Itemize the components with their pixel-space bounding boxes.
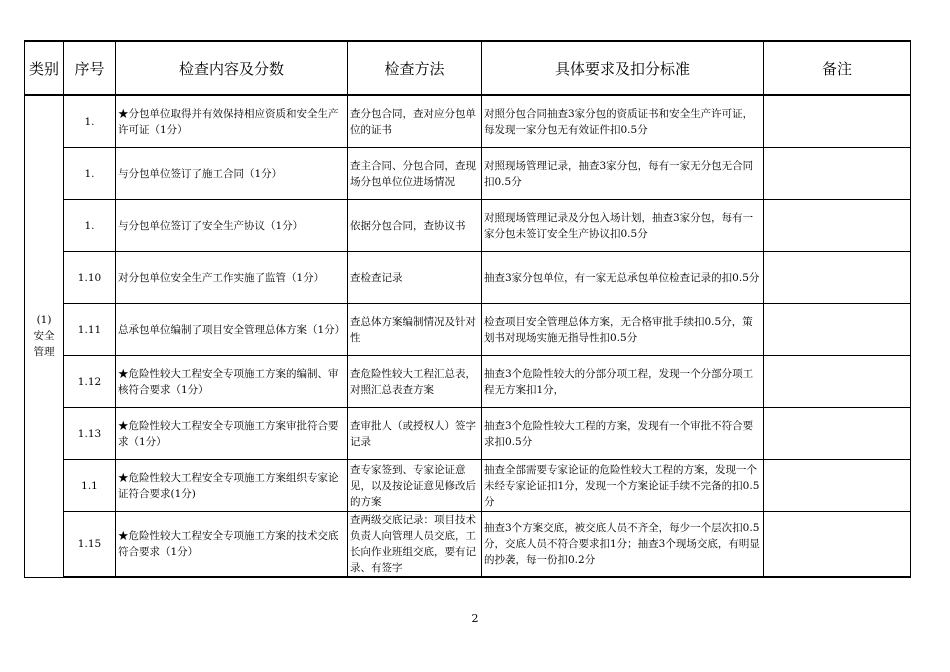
row-standard: 抽查3家分包单位，有一家无总承包单位检查记录的扣0.5分 bbox=[482, 252, 764, 304]
row-standard: 对照现场管理记录及分包入场计划，抽查3家分包，每有一家分包未签订安全生产协议扣0.5分 bbox=[482, 200, 764, 252]
row-seq: 1.15 bbox=[64, 512, 116, 578]
row-remark bbox=[764, 460, 911, 512]
row-remark bbox=[764, 304, 911, 356]
row-remark bbox=[764, 95, 911, 148]
row-content: 与分包单位签订了施工合同（1分） bbox=[116, 148, 348, 200]
table-row bbox=[25, 460, 911, 512]
row-method: 查检查记录 bbox=[348, 252, 482, 304]
row-seq: 1. bbox=[64, 148, 116, 200]
row-content: ★危险性较大工程安全专项施工方案审批符合要求（1分） bbox=[116, 408, 348, 460]
row-content: 总承包单位编制了项目安全管理总体方案（1分） bbox=[116, 304, 348, 356]
table-row bbox=[25, 512, 911, 578]
category-cell bbox=[25, 95, 64, 577]
header-content: 检查内容及分数 bbox=[116, 41, 348, 95]
row-seq: 1.10 bbox=[64, 252, 116, 304]
row-standard: 抽查3个方案交底，被交底人员不齐全，每少一个层次扣0.5分，交底人员不符合要求扣1分；抽查3个现场交底，有明显的抄袭，每一份扣0.2分 bbox=[482, 512, 764, 578]
row-method: 查危险性较大工程汇总表，对照汇总表查方案 bbox=[348, 356, 482, 408]
row-content: 对分包单位安全生产工作实施了监管（1分） bbox=[116, 252, 348, 304]
row-standard: 检查项目安全管理总体方案，无合格审批手续扣0.5分，策划书对现场实施无指导性扣0.5分 bbox=[482, 304, 764, 356]
row-seq: 1.11 bbox=[64, 304, 116, 356]
table-row bbox=[25, 200, 911, 252]
row-method: 查专家签到、专家论证意见，以及按论证意见修改后的方案 bbox=[348, 460, 482, 512]
row-remark bbox=[764, 252, 911, 304]
table-row bbox=[25, 252, 911, 304]
row-standard: 对照分包合同抽查3家分包的资质证书和安全生产许可证，每发现一家分包无有效证件扣0.5分 bbox=[482, 95, 764, 148]
row-seq: 1.13 bbox=[64, 408, 116, 460]
row-remark bbox=[764, 356, 911, 408]
header-remark: 备注 bbox=[764, 41, 911, 95]
row-content: ★分包单位取得并有效保持相应资质和安全生产许可证（1分） bbox=[116, 95, 348, 148]
header-category: 类别 bbox=[25, 41, 64, 95]
table-row bbox=[25, 304, 911, 356]
row-standard: 抽查3个危险性较大的分部分项工程，发现一个分部分项工程无方案扣1分， bbox=[482, 356, 764, 408]
row-seq: 1. bbox=[64, 200, 116, 252]
row-content: 与分包单位签订了安全生产协议（1分） bbox=[116, 200, 348, 252]
row-seq: 1. bbox=[64, 95, 116, 148]
header-row bbox=[25, 41, 911, 95]
row-method: 查总体方案编制情况及针对性 bbox=[348, 304, 482, 356]
row-seq: 1.12 bbox=[64, 356, 116, 408]
table-row bbox=[25, 95, 911, 148]
row-content: ★危险性较大工程安全专项施工方案的编制、审核符合要求（1分） bbox=[116, 356, 348, 408]
table-row bbox=[25, 408, 911, 460]
row-remark bbox=[764, 148, 911, 200]
row-method: 依据分包合同，查协议书 bbox=[348, 200, 482, 252]
table-row bbox=[25, 356, 911, 408]
row-method: 查审批人（或授权人）签字记录 bbox=[348, 408, 482, 460]
row-remark bbox=[764, 512, 911, 578]
page-number: 2 bbox=[471, 612, 479, 625]
row-standard: 对照现场管理记录，抽查3家分包，每有一家无分包无合同扣0.5分 bbox=[482, 148, 764, 200]
row-seq: 1.1 bbox=[64, 460, 116, 512]
row-remark bbox=[764, 408, 911, 460]
row-standard: 抽查全部需要专家论证的危险性较大工程的方案，发现一个未经专家论证扣1分，发现一个方案论证手续不完备的扣0.5分 bbox=[482, 460, 764, 512]
row-remark bbox=[764, 200, 911, 252]
table-row bbox=[25, 148, 911, 200]
row-method: 查两级交底记录：项目技术负责人向管理人员交底，工长向作业班组交底，要有记录、有签字 bbox=[348, 512, 482, 578]
row-method: 查主合同、分包合同，查现场分包单位位进场情况 bbox=[348, 148, 482, 200]
header-seq: 序号 bbox=[64, 41, 116, 95]
row-standard: 抽查3个危险性较大工程的方案，发现有一个审批不符合要求扣0.5分 bbox=[482, 408, 764, 460]
row-content: ★危险性较大工程安全专项施工方案组织专家论证符合要求(1分) bbox=[116, 460, 348, 512]
category-label: (1)安全管理 bbox=[33, 314, 55, 359]
row-method: 查分包合同，查对应分包单位的证书 bbox=[348, 95, 482, 148]
header-method: 检查方法 bbox=[348, 41, 482, 95]
inspection-table bbox=[24, 40, 911, 578]
row-content: ★危险性较大工程安全专项施工方案的技术交底符合要求（1分） bbox=[116, 512, 348, 578]
header-standard: 具体要求及扣分标准 bbox=[482, 41, 764, 95]
